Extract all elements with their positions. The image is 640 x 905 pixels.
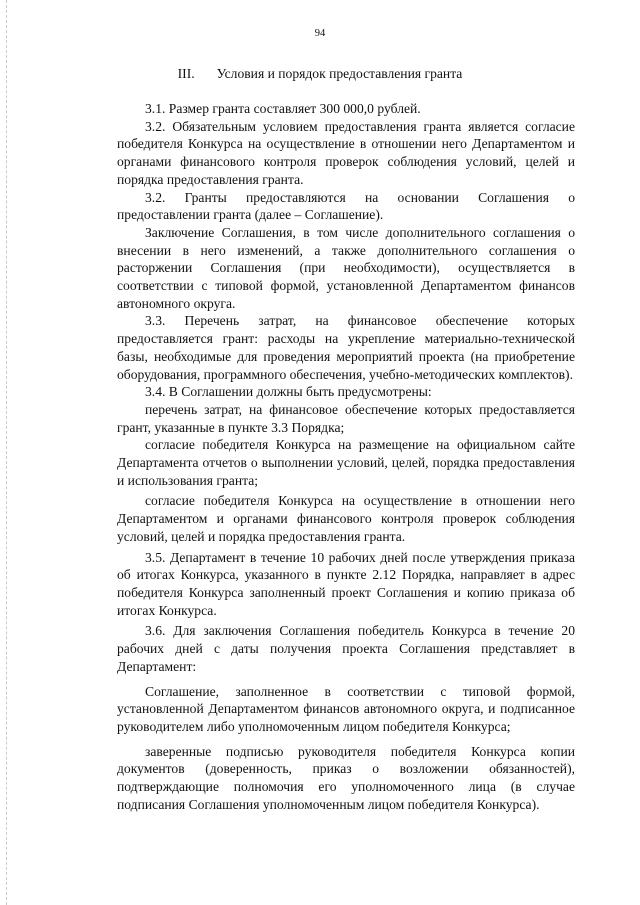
paragraph-3-3: 3.3. Перечень затрат, на финансовое обеспечение которых предоставляется грант: расходы на укрепление материально-технической базы, необходимые для проведения мероприятий проекта (на приобретение оборудования, программного обеспечения, учебно-методических комплектов). — [117, 313, 575, 382]
list-item-costs: перечень затрат, на финансовое обеспечение которых предоставляется грант, указанные в пункте 3.3 Порядка; — [117, 401, 575, 435]
page-number: 94 — [314, 28, 326, 39]
paragraph-3-2-condition: 3.2. Обязательным условием предоставления гранта является согласие победителя Конкурса на осуществление в отношении него Департаментом и органами финансового контроля проверок соблюдения условий, целей и порядка предоставления гранта. — [117, 118, 575, 187]
paragraph-3-5: 3.5. Департамент в течение 10 рабочих дней после утверждения приказа об итогах Конкурса, указанного в пункте 2.12 Порядка, направляет в адрес победителя Конкурса заполненный проект Соглашения и копию приказа об итогах Конкурса. — [117, 549, 575, 618]
list-item-publication-consent: согласие победителя Конкурса на размещение на официальном сайте Департамента отчетов о выполнении условий, целей, порядка предоставления и использования гранта; — [117, 437, 575, 488]
paragraph-3-6: 3.6. Для заключения Соглашения победитель Конкурса в течение 20 рабочих дней с даты получения проекта Соглашения представляет в Департамент: — [117, 623, 575, 674]
paragraph-3-2-basis: 3.2. Гранты предоставляются на основании Соглашения о предоставлении гранта (далее – Соглашение). — [117, 189, 575, 223]
list-item-agreement: Соглашение, заполненное в соответствии с типовой формой, установленной Департаментом финансов автономного округа, и подписанное руководителем либо уполномоченным лицом победителя Конкурса; — [117, 683, 575, 734]
section-title: Условия и порядок предоставления гранта — [216, 66, 463, 81]
list-item-inspection-consent: согласие победителя Конкурса на осуществление в отношении него Департаментом и органами финансового контроля проверок соблюдения условий, целей и порядка предоставления гранта. — [117, 493, 575, 544]
document-body — [117, 100, 575, 813]
paragraph-3-4: 3.4. В Соглашении должны быть предусмотрены: — [145, 384, 432, 400]
list-item-certified-copies: заверенные подписью руководителя победителя Конкурса копии документов (доверенность, приказ о возложении обязанностей), подтверждающие полномочия его уполномоченного лица (в случае подписания Соглашения уполномоченным лицом победителя Конкурса). — [117, 743, 575, 812]
paragraph-3-1: 3.1. Размер гранта составляет 300 000,0 рублей. — [145, 101, 421, 116]
section-numeral: III. — [177, 66, 195, 81]
paragraph-agreement-conclusion: Заключение Соглашения, в том числе дополнительного соглашения о внесении в него изменений, а также дополнительного соглашения о расторжении Соглашения (при необходимости), осуществляется в соответствии с типовой формой, установленной Департаментом финансов автономного округа. — [117, 224, 575, 311]
section-heading — [0, 66, 640, 82]
page-edge-line — [6, 0, 7, 905]
